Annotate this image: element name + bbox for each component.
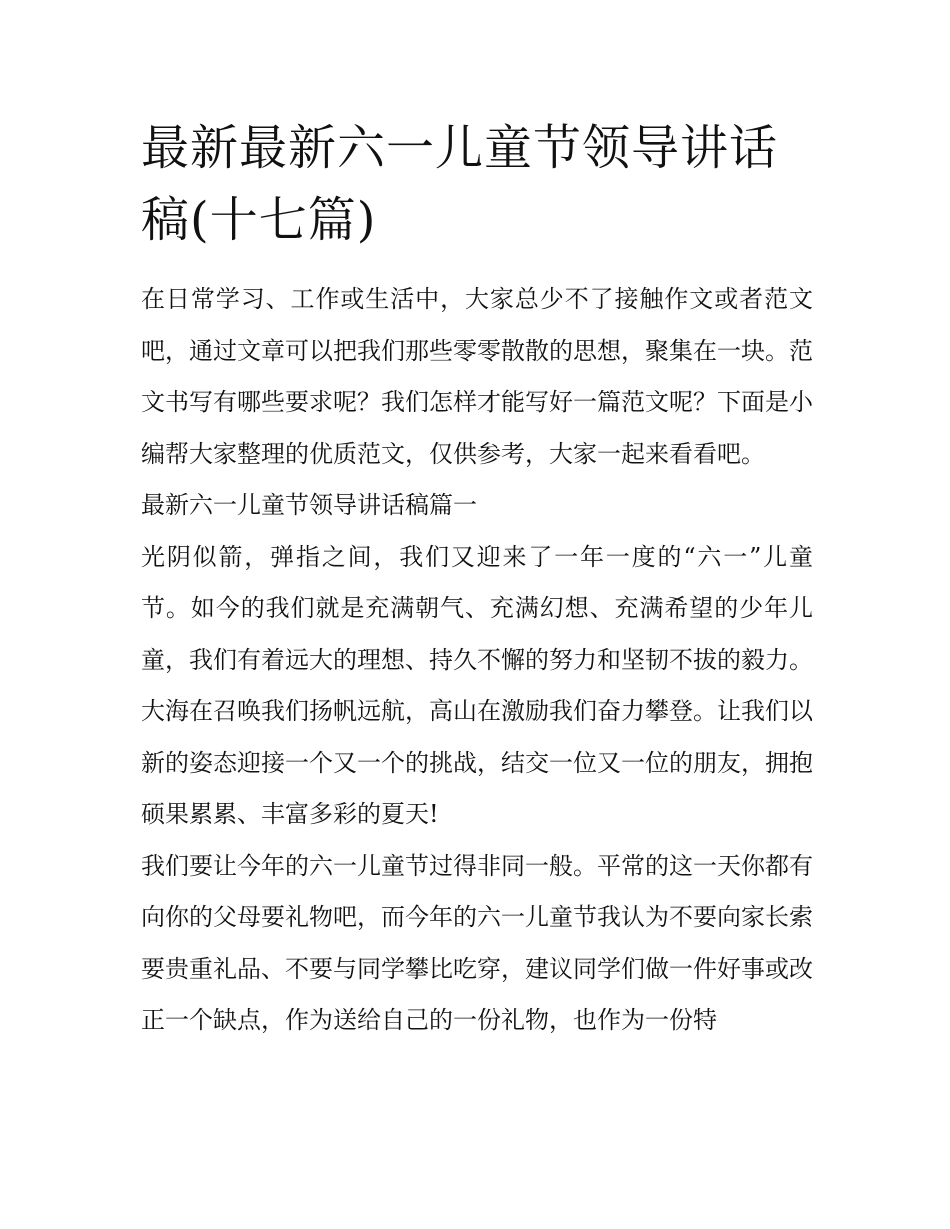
- section-heading: 最新六一儿童节领导讲话稿篇一: [141, 491, 477, 519]
- body-paragraph: 光阴似箭，弹指之间，我们又迎来了一年一度的“六一”儿童节。如今的我们就是充满朝气、充满幻想、充满希望的少年儿童，我们有着远大的理想、持久不懈的努力和坚韧不拔的毅力。大海在召唤我们扬帆远航，高山在激励我们奋力攀登。让我们以新的姿态迎接一个又一个的挑战，结交一位又一位的朋友，拥抱硕果累累、丰富多彩的夏天!: [141, 542, 813, 828]
- document-body: [141, 112, 813, 1047]
- intro-paragraph: 在日常学习、工作或生活中，大家总少不了接触作文或者范文吧，通过文章可以把我们那些零零散散的思想，聚集在一块。范文书写有哪些要求呢？我们怎样才能写好一篇范文呢？下面是小编帮大家整理的优质范文，仅供参考，大家一起来看看吧。: [141, 285, 813, 468]
- document-title: 最新最新六一儿童节领导讲话稿(十七篇): [141, 120, 779, 248]
- body-paragraph: 我们要让今年的六一儿童节过得非同一般。平常的这一天你都有向你的父母要礼物吧，而今年的六一儿童节我认为不要向家长索要贵重礼品、不要与同学攀比吃穿，建议同学们做一件好事或改正一个缺点，作为送给自己的一份礼物，也作为一份特: [141, 851, 813, 1034]
